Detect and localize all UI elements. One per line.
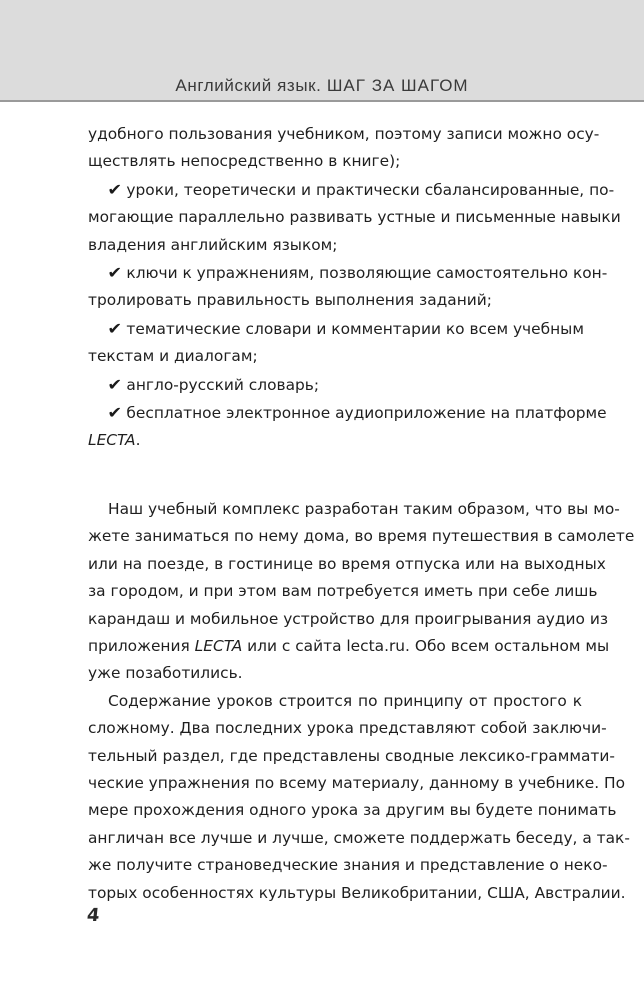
running-title-caps: ШАГ ЗА ШАГОМ xyxy=(326,76,469,95)
brand-name: LECTA xyxy=(88,431,136,450)
running-header xyxy=(0,0,644,102)
paragraph-gap xyxy=(88,455,582,496)
text-line: сложному. Два последних урока представляют собой заключи- xyxy=(88,719,607,738)
list-item xyxy=(88,315,582,371)
text-line: Наш учебный комплекс разработан таким образом, что вы мо- xyxy=(108,499,620,518)
text-line: тролировать правильность выполнения заданий; xyxy=(88,291,492,310)
paragraph xyxy=(88,496,635,688)
list-item-text: ключи к упражнениям, позволяющие самостоятельно кон- xyxy=(126,264,608,283)
text-line: жете заниматься по нему дома, во время путешествия в самолете xyxy=(88,527,635,546)
page-number: 4 xyxy=(85,905,101,926)
text-line: удобного пользования учебником, поэтому записи можно осу- xyxy=(88,125,600,143)
check-mark-icon: ✔ xyxy=(107,179,123,199)
text-line: карандаш и мобильное устройство для проигрывания аудио из xyxy=(88,609,609,628)
paragraph xyxy=(88,688,630,907)
text-line: за городом, и при этом вам потребуется иметь при себе лишь xyxy=(88,582,598,601)
text-line: ческие упражнения по всему материалу, данному в учебнике. По xyxy=(88,773,626,792)
text-line: же получите страноведческие знания и представление о неко- xyxy=(88,856,608,875)
check-mark-icon: ✔ xyxy=(107,318,123,338)
list-item xyxy=(88,371,582,399)
list-item xyxy=(88,399,607,455)
list-item-text: тематические словари и комментарии ко всем учебным xyxy=(126,319,584,338)
text-line: уже позаботились. xyxy=(88,664,243,683)
list-item-text: уроки, теоретически и практически сбалансированные, по- xyxy=(126,180,615,199)
text-fragment: или с сайта lecta.ru. Обо всем остальном мы xyxy=(247,636,610,655)
text-line: или на поезде, в гостинице во время отпуска или на выходных xyxy=(88,554,606,573)
brand-name: LECTA xyxy=(194,636,243,655)
text-line: текстам и диалогам; xyxy=(88,347,258,366)
text-line: тельный раздел, где представлены сводные лексико-граммати- xyxy=(88,746,615,765)
text-line: владения английским языком; xyxy=(88,235,338,254)
punctuation: . xyxy=(135,431,141,450)
continuation-text xyxy=(88,121,600,176)
text-line: мере прохождения одного урока за другим вы будете понимать xyxy=(88,801,617,820)
running-title-main: Английский язык. xyxy=(175,76,322,95)
check-mark-icon: ✔ xyxy=(107,263,123,283)
list-item xyxy=(88,259,608,315)
list-item-text: англо-русский словарь; xyxy=(126,375,320,394)
text-fragment: приложения xyxy=(88,636,190,655)
list-item xyxy=(88,176,621,259)
check-mark-icon: ✔ xyxy=(107,403,123,423)
text-line: Содержание уроков строится по принципу от простого к xyxy=(108,691,582,710)
check-mark-icon: ✔ xyxy=(107,374,123,394)
text-line: англичан все лучше и лучше, сможете поддержать беседу, а так- xyxy=(88,828,630,847)
text-line: ществлять непосредственно в книге); xyxy=(88,152,401,171)
page-body xyxy=(88,121,635,907)
running-title xyxy=(0,76,644,96)
list-item-text: бесплатное электронное аудиоприложение на платформе xyxy=(126,404,607,423)
text-line: торых особенностях культуры Великобритании, США, Австралии. xyxy=(88,883,626,902)
text-line: могающие параллельно развивать устные и письменные навыки xyxy=(88,208,621,227)
